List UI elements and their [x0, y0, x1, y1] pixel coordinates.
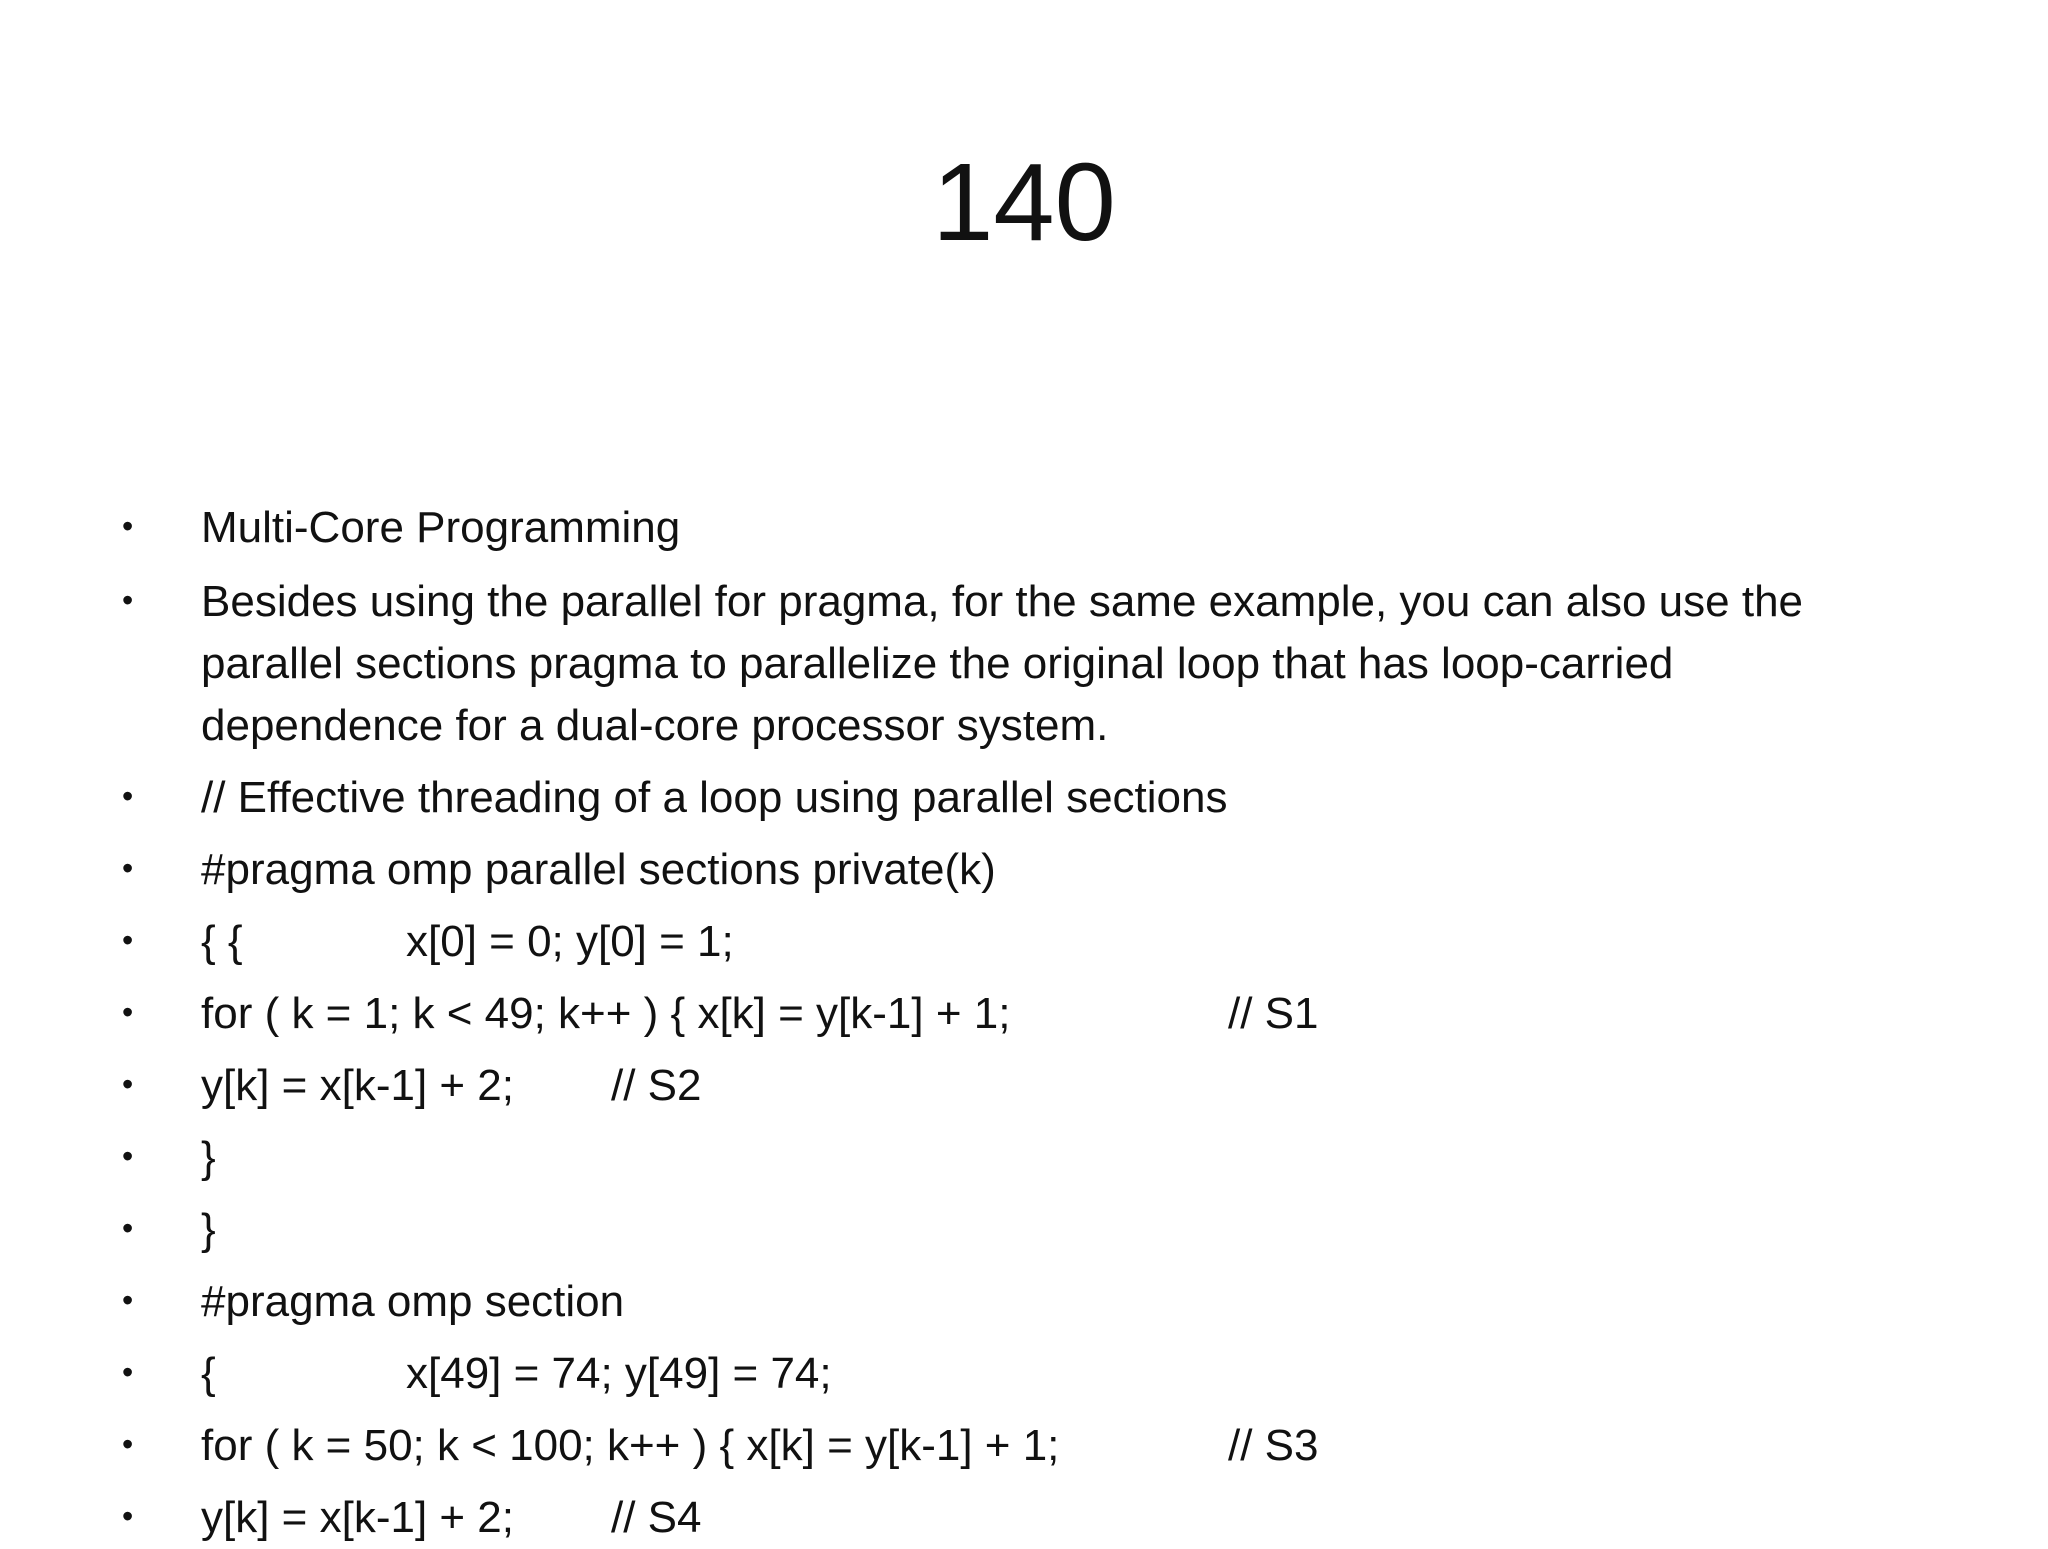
- code-segment: x[49] = 74; y[49] = 74;: [406, 1349, 832, 1398]
- bullet-text: Multi-Core Programming: [201, 503, 681, 552]
- bullet-text: parallel sections pragma to parallelize the original loop that has loop-carried: [201, 639, 1674, 688]
- code-comment: // S1: [1228, 989, 1319, 1038]
- code-line: [201, 1415, 1981, 1477]
- bullet-marker: •: [122, 582, 134, 618]
- bullet-marker: •: [122, 1426, 134, 1462]
- bullet-marker: •: [122, 850, 134, 886]
- code-line: [201, 1055, 1981, 1117]
- code-segment: {: [201, 1349, 216, 1398]
- bullet-text: #pragma omp parallel sections private(k): [201, 845, 996, 894]
- bullet-text: Besides using the parallel for pragma, for the same example, you can also use the: [201, 577, 1804, 626]
- code-line: [201, 983, 1981, 1045]
- code-comment: // S3: [1228, 1421, 1319, 1470]
- bullet-marker: •: [122, 1138, 134, 1174]
- code-segment: for ( k = 1; k < 49; k++ ) { x[k] = y[k-1] + 1;: [201, 989, 1011, 1038]
- code-segment: for ( k = 50; k < 100; k++ ) { x[k] = y[k-1] + 1;: [201, 1421, 1060, 1470]
- bullet-text: }: [201, 1205, 216, 1254]
- code-segment: x[0] = 0; y[0] = 1;: [406, 917, 734, 966]
- slide-title: 140: [932, 141, 1116, 264]
- code-line: [201, 1487, 1981, 1549]
- bullet-text: // Effective threading of a loop using parallel sections: [201, 773, 1228, 822]
- bullet-marker: •: [122, 922, 134, 958]
- bullet-text: #pragma omp section: [201, 1277, 625, 1326]
- code-line: [201, 1343, 1981, 1405]
- bullet-text: }: [201, 1133, 216, 1182]
- bullet-marker: •: [122, 508, 134, 544]
- bullet-marker: •: [122, 1354, 134, 1390]
- bullet-text: dependence for a dual-core processor system.: [201, 701, 1109, 750]
- code-comment: // S4: [611, 1493, 702, 1542]
- code-line: [201, 911, 1981, 973]
- bullet-marker: •: [122, 994, 134, 1030]
- bullet-marker: •: [122, 1498, 134, 1534]
- bullet-marker: •: [122, 778, 134, 814]
- bullet-marker: •: [122, 1282, 134, 1318]
- code-segment: y[k] = x[k-1] + 2;: [201, 1493, 515, 1542]
- code-segment: { {: [201, 917, 243, 966]
- code-segment: y[k] = x[k-1] + 2;: [201, 1061, 515, 1110]
- bullet-marker: •: [122, 1210, 134, 1246]
- code-comment: // S2: [611, 1061, 702, 1110]
- bullet-marker: •: [122, 1066, 134, 1102]
